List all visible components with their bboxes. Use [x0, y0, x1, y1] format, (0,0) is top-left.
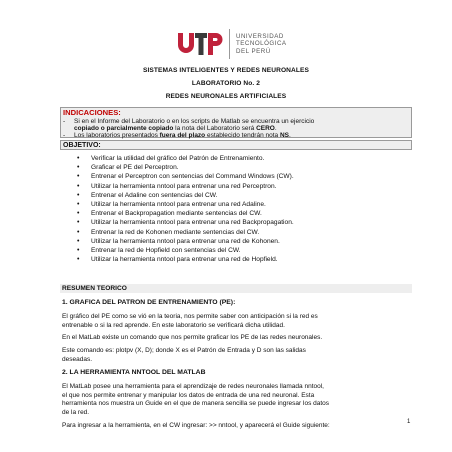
utp-logo-icon [176, 31, 224, 57]
lab-title: LABORATORIO No. 2 [191, 80, 261, 87]
list-item: • Entrenar el Perceptron con sentencias del Command Windows (CW). [77, 172, 294, 181]
list-item: • Entrenar el Backpropagation mediante sentencias del CW. [77, 209, 294, 218]
list-item: • Entrenar la red de Hopfield con sentencias del CW. [77, 246, 294, 255]
list-item: • Utilizar la herramienta nntool para entrenar una red Perceptron. [77, 182, 294, 191]
list-item: • Utilizar la herramienta nntool para entrenar una red de Hopfield. [77, 255, 294, 264]
section-2-paragraph-2: Para ingresar a la herramienta, en el CW ingresar: >> nntool, y aparecerá el Guide siguiente: [62, 422, 330, 429]
page-number: 1 [407, 419, 411, 425]
list-item: • Utilizar la herramienta nntool para entrenar una red de Kohonen. [77, 237, 294, 246]
list-item: • Graficar el PE del Perceptron. [77, 163, 294, 172]
section-1-paragraph-3: Este comando es: plotpv (X, D); donde X es el Patrón de Entrada y D son las salidas deseadas. [62, 347, 306, 363]
topic-title: REDES NEURONALES ARTIFICIALES [165, 93, 287, 100]
section-1-paragraph-2: En el MatLab existe un comando que nos permite graficar los PE de las redes neuronales. [62, 334, 323, 341]
list-item: • Utilizar la herramienta nntool para entrenar una red Adaline. [77, 200, 294, 209]
objetivo-heading: OBJETIVO: [63, 142, 101, 149]
section-2-paragraph-1: El MatLab posee una herramienta para el aprendizaje de redes neuronales llamada nntool, el que nos permite entrenar y manipular los datos de entrada de una red neuronal. Esta herramienta nos muestra un Guide en el que de manera sencilla se puede ingresar los datos de la red. [62, 383, 330, 416]
list-item: • Entrenar la red de Kohonen mediante sentencias del CW. [77, 228, 294, 237]
logo-separator [229, 29, 230, 59]
indicacion-item-1: - Si en el Informe del Laboratorio o en los scripts de Matlab se encuentra un ejercicio [63, 118, 315, 125]
resumen-heading: RESUMEN TEORICO [62, 285, 127, 292]
list-item: • Entrenar el Adaline con sentencias del CW. [77, 191, 294, 200]
objetivo-box [60, 140, 412, 150]
resumen-box [60, 284, 412, 293]
university-logo [176, 29, 287, 59]
university-name: UNIVERSIDAD TECNOLÓGICA DEL PERÚ [236, 33, 287, 55]
indicaciones-box [60, 107, 412, 138]
section-1-paragraph-1: El gráfico del PE como se vió en la teoria, nos permite saber con anticipación si la red es entrenable o si la red aprende. En este laboratorio se verificará dicha utilidad. [62, 313, 318, 329]
indicacion-item-2: - Los laboratorios presentados fuera del plazo establecido tendrán nota NS. [63, 132, 291, 139]
section-1-heading: 1. GRAFICA DEL PATRON DE ENTRENAMIENTO (PE): [62, 299, 236, 306]
section-2-heading: 2. LA HERRAMIENTA NNTOOL DEL MATLAB [62, 369, 206, 376]
indicaciones-heading: INDICACIONES: [63, 108, 121, 117]
course-title: SISTEMAS INTELIGENTES Y REDES NEURONALES [142, 67, 310, 74]
list-item: • Utilizar la herramienta nntool para entrenar una red Backpropagation. [77, 218, 294, 227]
objetivo-list [77, 154, 294, 264]
list-item: • Verificar la utilidad del gráfico del Patrón de Entrenamiento. [77, 154, 294, 163]
indicacion-item-1-line-2: copiado o parcialmente copiado la nota del Laboratorio será CERO. [74, 125, 277, 132]
